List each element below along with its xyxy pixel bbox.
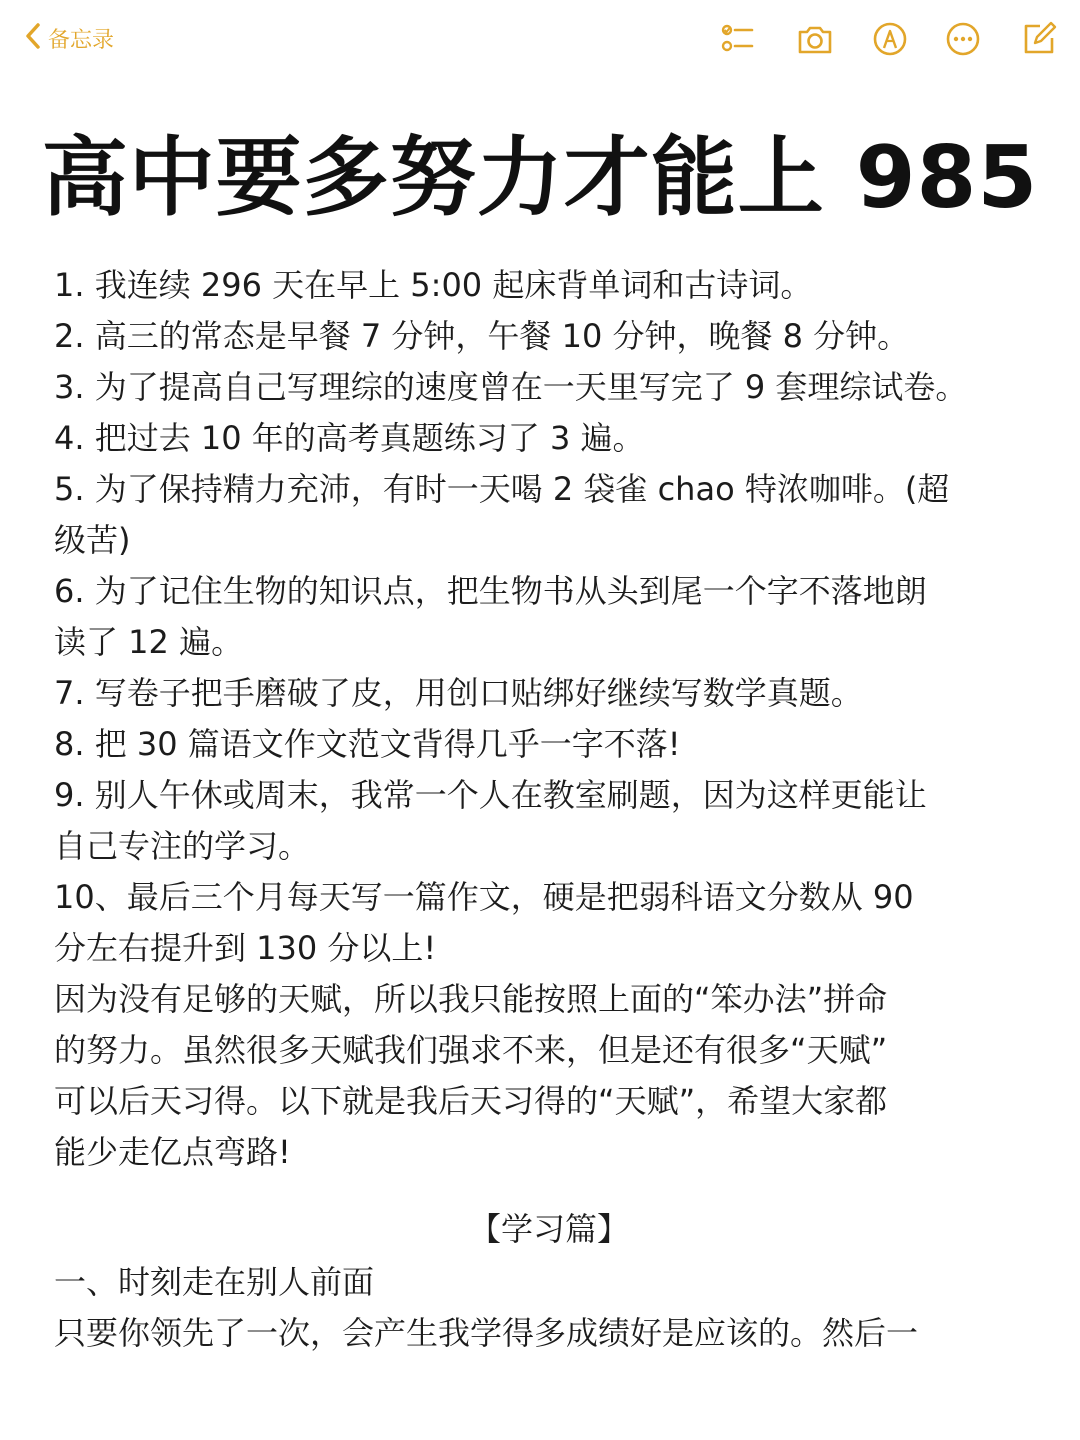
subheading: 一、时刻走在别人前面 [54, 1263, 375, 1301]
note-line: 的努力。虽然很多天赋我们强求不来，但是还有很多“天赋” [54, 1031, 888, 1069]
compose-icon[interactable] [1020, 20, 1058, 58]
note-line: 级苦) [54, 521, 131, 559]
note-line: 读了 12 遍。 [54, 623, 244, 661]
note-line: 自己专注的学习。 [54, 827, 311, 865]
note-line: 3. 为了提高自己写理综的速度曾在一天里写完了 9 套理综试卷。 [54, 368, 968, 406]
note-line: 因为没有足够的天赋，所以我只能按照上面的“笨办法”拼命 [54, 980, 888, 1018]
back-label: 备忘录 [48, 27, 115, 53]
note-line: 6. 为了记住生物的知识点，把生物书从头到尾一个字不落地朗 [54, 572, 927, 610]
note-line: 1. 我连续 296 天在早上 5:00 起床背单词和古诗词。 [54, 266, 813, 304]
note-line: 10、最后三个月每天写一篇作文，硬是把弱科语文分数从 90 [54, 878, 914, 916]
note-line: 9. 别人午休或周末，我常一个人在教室刷题，因为这样更能让 [54, 776, 927, 814]
note-line: 可以后天习得。以下就是我后天习得的“天赋”，希望大家都 [54, 1082, 888, 1120]
top-toolbar [0, 0, 1080, 76]
note-line: 5. 为了保持精力充沛，有时一天喝 2 袋雀 chao 特浓咖啡。(超 [54, 470, 950, 508]
note-line: 2. 高三的常态是早餐 7 分钟，午餐 10 分钟，晚餐 8 分钟。 [54, 317, 910, 355]
note-body[interactable] [54, 260, 1044, 1359]
note-line: 能少走亿点弯路! [54, 1133, 291, 1171]
section-title: 【学习篇】 [468, 1210, 629, 1248]
more-icon[interactable] [944, 20, 982, 58]
back-button[interactable] [24, 20, 114, 56]
checklist-icon[interactable] [718, 20, 756, 58]
note-line: 4. 把过去 10 年的高考真题练习了 3 遍。 [54, 419, 645, 457]
camera-icon[interactable] [796, 20, 834, 58]
note-line: 分左右提升到 130 分以上! [54, 929, 437, 967]
note-line: 只要你领先了一次，会产生我学得多成绩好是应该的。然后一 [54, 1314, 919, 1352]
note-title: 高中要多努力才能上 985 [41, 128, 1039, 228]
chevron-left-icon [24, 21, 42, 55]
note-line: 8. 把 30 篇语文作文范文背得几乎一字不落! [54, 725, 681, 763]
markup-pen-icon[interactable] [871, 20, 909, 58]
note-line: 7. 写卷子把手磨破了皮，用创口贴绑好继续写数学真题。 [54, 674, 863, 712]
